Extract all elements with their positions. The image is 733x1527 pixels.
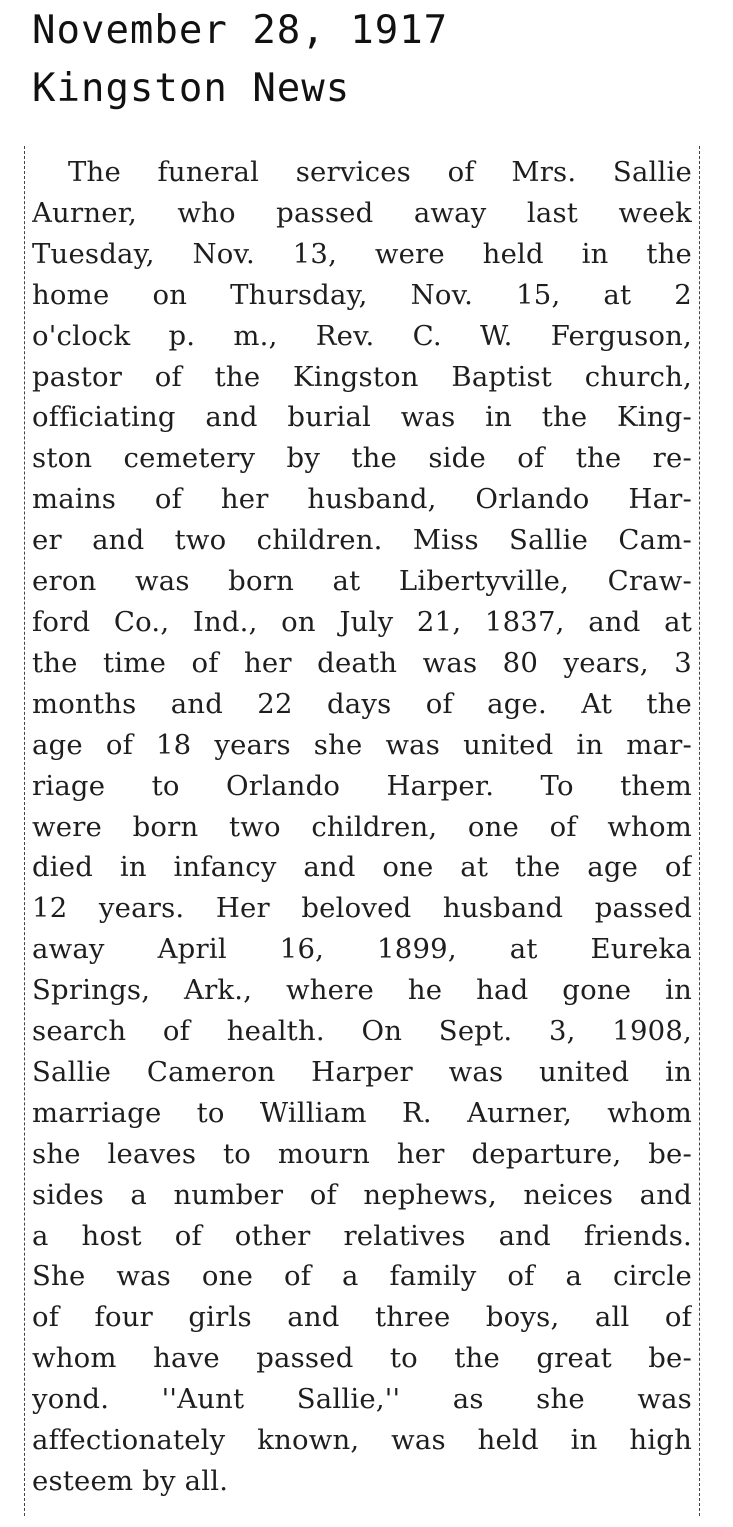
article-line: yond. ''Aunt Sallie,'' as she was	[32, 1383, 692, 1416]
article-line: she leaves to mourn her departure, be-	[32, 1137, 692, 1170]
article-line: mains of her husband, Orlando Har-	[32, 483, 692, 516]
article-line: Springs, Ark., where he had gone in	[32, 974, 692, 1007]
article-line: the time of her death was 80 years, 3	[32, 646, 692, 679]
article-line: officiating and burial was in the King-	[32, 401, 692, 434]
article-line: Sallie Cameron Harper was united in	[32, 1055, 692, 1088]
article-line: whom have passed to the great be-	[32, 1342, 692, 1375]
article-line: marriage to William R. Aurner, whom	[32, 1096, 692, 1129]
column-rule-left	[24, 146, 25, 1516]
article-line: age of 18 years she was united in mar-	[32, 728, 692, 761]
article-line: died in infancy and one at the age of	[32, 851, 692, 884]
article-line: riage to Orlando Harper. To them	[32, 769, 692, 802]
article-line: home on Thursday, Nov. 15, at 2	[32, 278, 692, 311]
article-line: ston cemetery by the side of the re-	[32, 442, 692, 475]
article-line: o'clock p. m., Rev. C. W. Ferguson,	[32, 319, 692, 352]
article-line: The funeral services of Mrs. Sallie	[68, 156, 692, 188]
clipping-header	[32, 2, 448, 118]
article-line: sides a number of nephews, neices and	[32, 1178, 692, 1211]
article-line: esteem by all.	[32, 1465, 229, 1497]
obituary-article	[32, 152, 692, 1502]
article-line: months and 22 days of age. At the	[32, 687, 692, 720]
article-line: affectionately known, was held in high	[32, 1424, 692, 1457]
article-line: ford Co., Ind., on July 21, 1837, and at	[32, 605, 692, 638]
article-line: Aurner, who passed away last week	[32, 196, 692, 229]
article-line: er and two children. Miss Sallie Cam-	[32, 524, 692, 557]
article-line: Tuesday, Nov. 13, were held in the	[32, 237, 692, 270]
article-line: away April 16, 1899, at Eureka	[32, 933, 692, 966]
publication-name: Kingston News	[32, 66, 351, 111]
article-line: were born two children, one of whom	[32, 810, 692, 843]
article-line: eron was born at Libertyville, Craw-	[32, 565, 692, 598]
article-line: of four girls and three boys, all of	[32, 1301, 692, 1334]
article-line: 12 years. Her beloved husband passed	[32, 892, 692, 925]
article-line: pastor of the Kingston Baptist church,	[32, 360, 692, 393]
newspaper-clipping	[24, 146, 700, 1516]
article-line: search of health. On Sept. 3, 1908,	[32, 1015, 692, 1048]
article-line: a host of other relatives and friends.	[32, 1219, 692, 1252]
clipping-date: November 28, 1917	[32, 8, 449, 53]
column-rule-right	[699, 146, 700, 1516]
article-line: She was one of a family of a circle	[32, 1260, 692, 1293]
